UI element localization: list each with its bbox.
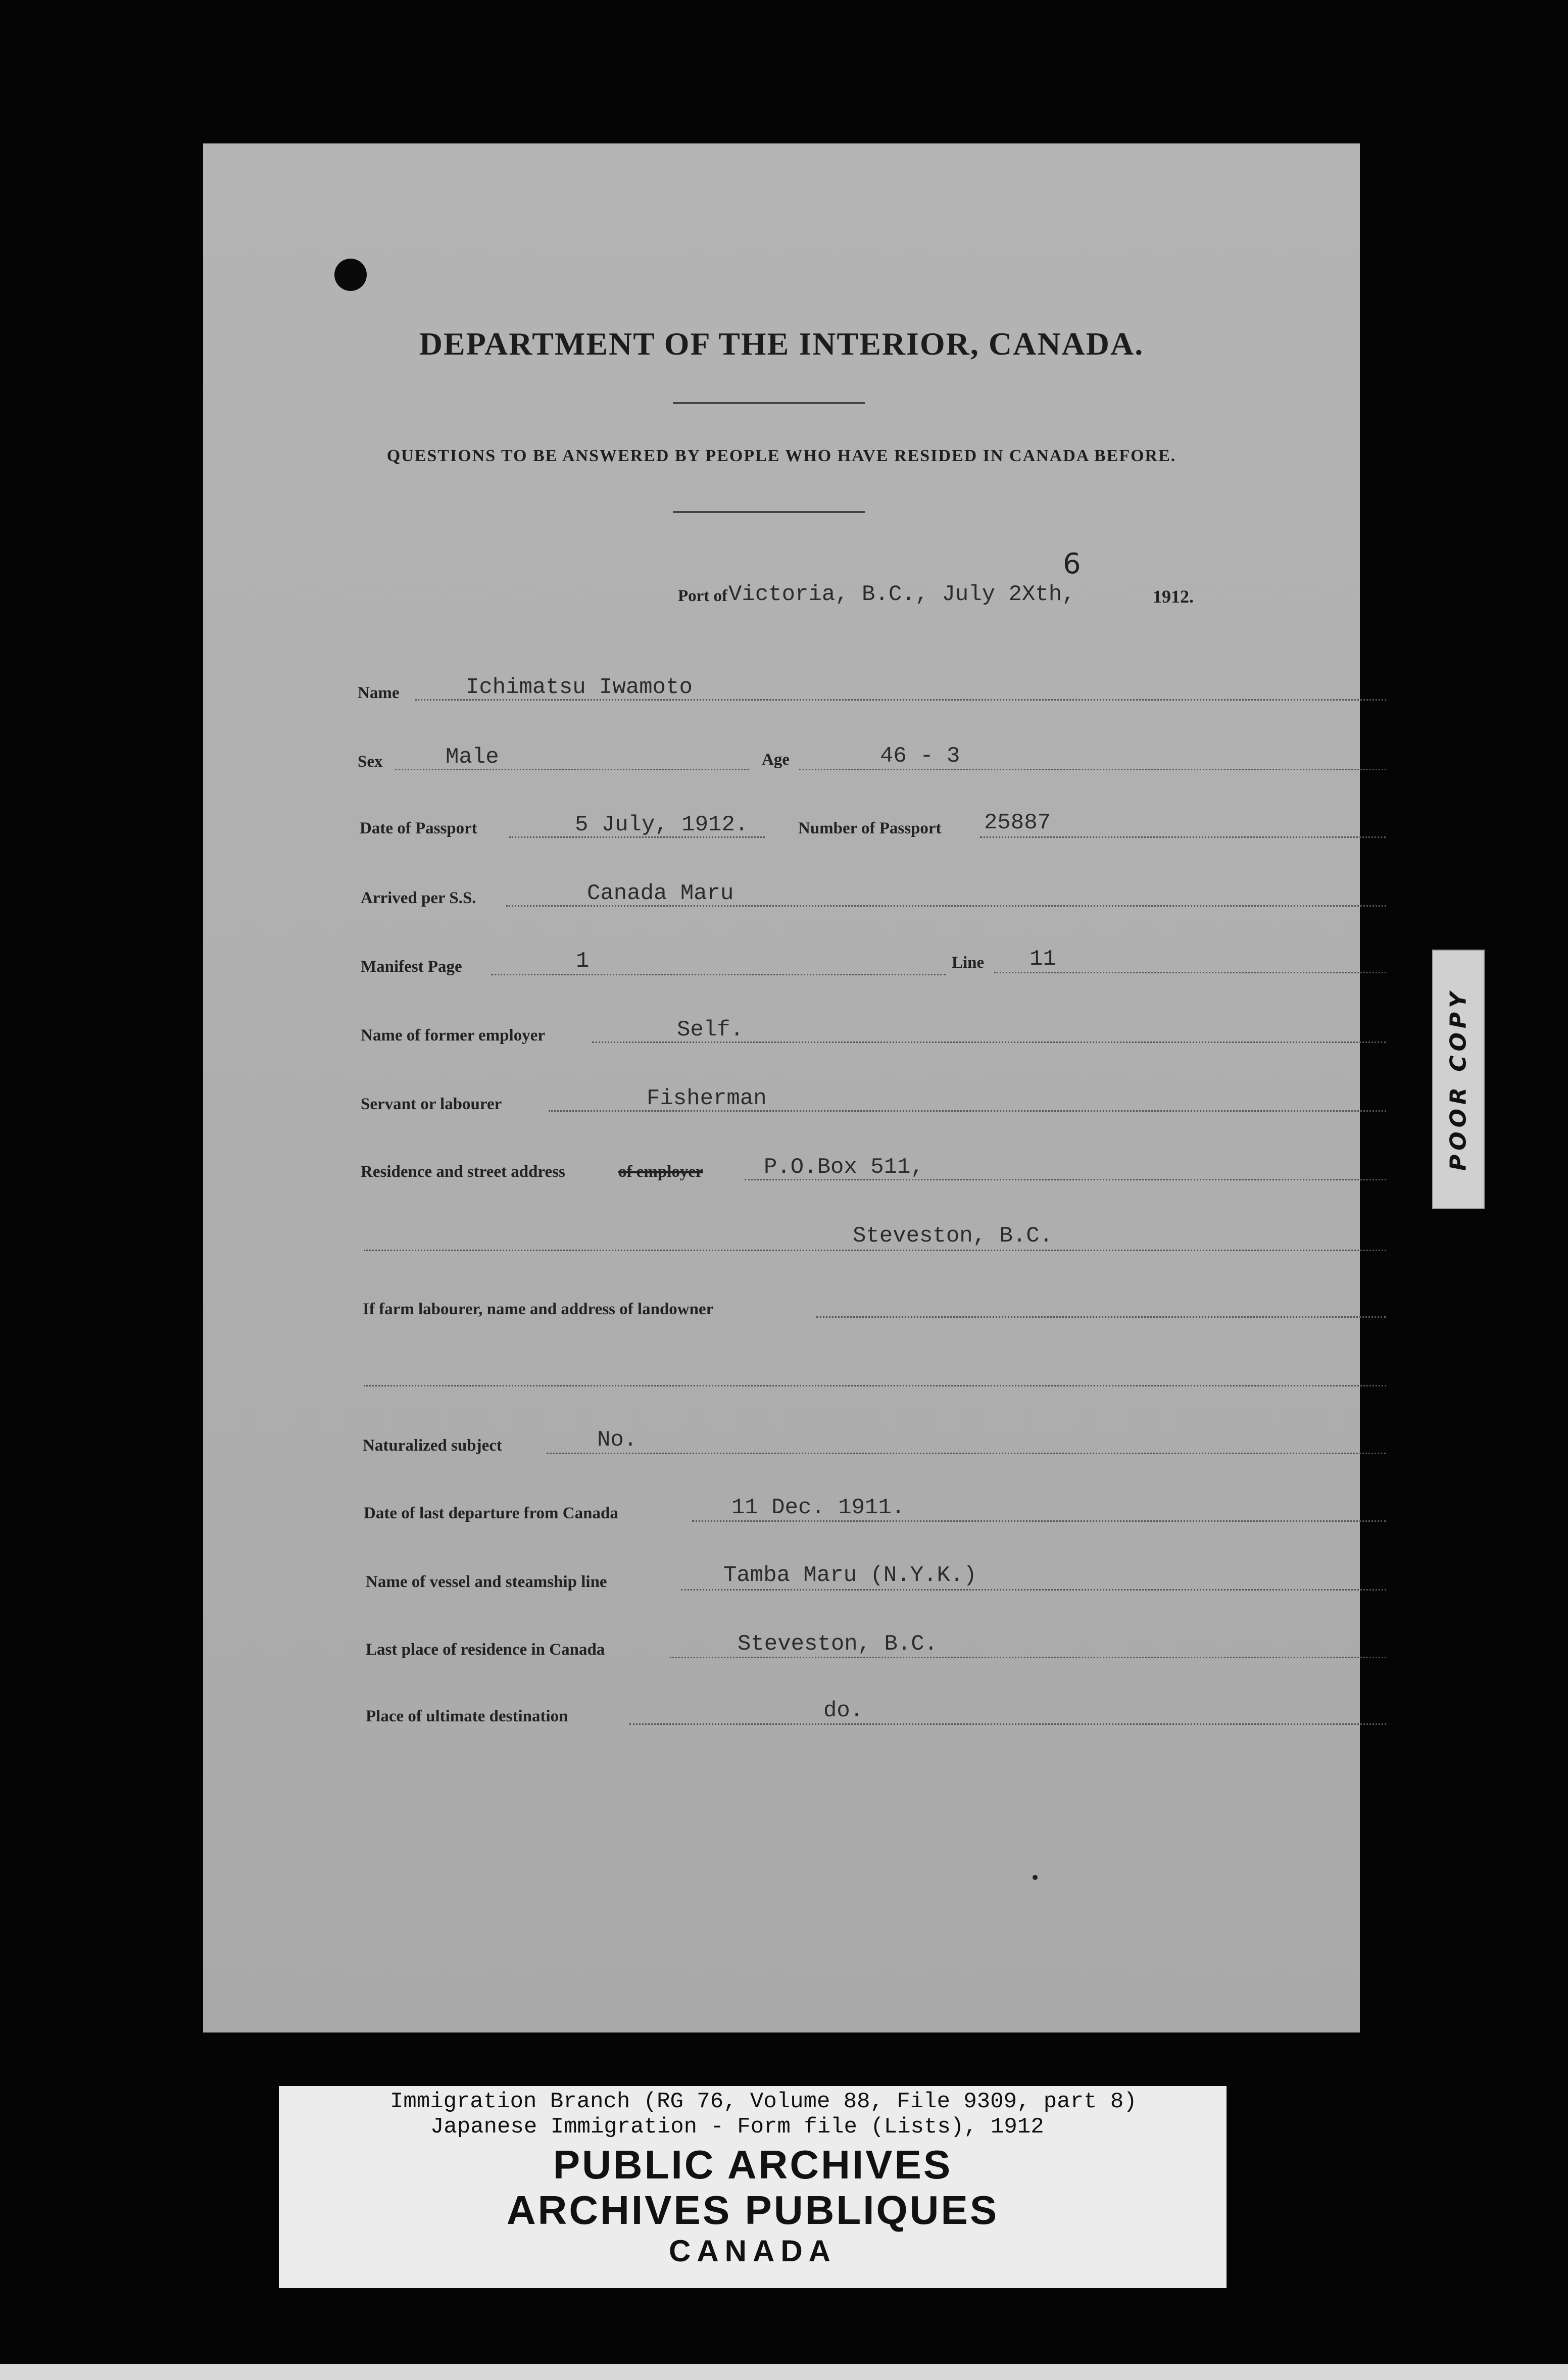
passport-date-value: 5 July, 1912. xyxy=(575,812,749,837)
servant-value: Fisherman xyxy=(647,1086,767,1111)
stamp-text: POOR COPY xyxy=(1445,987,1472,1171)
dotted-line xyxy=(629,1723,1386,1725)
arrived-per-value: Canada Maru xyxy=(587,881,734,906)
port-year: 1912. xyxy=(1153,586,1194,607)
film-edge xyxy=(0,2364,1568,2380)
poor-copy-stamp xyxy=(1432,950,1485,1209)
dotted-line xyxy=(547,1453,1386,1454)
servant-label: Servant or labourer xyxy=(361,1095,502,1113)
destination-value: do. xyxy=(823,1698,864,1723)
dotted-line xyxy=(980,836,1386,838)
dotted-line xyxy=(491,974,946,975)
sex-value: Male xyxy=(446,745,499,770)
last-residence-label: Last place of residence in Canada xyxy=(366,1641,605,1659)
ink-speck xyxy=(1033,1875,1038,1880)
dotted-line xyxy=(816,1316,1386,1318)
former-employer-value: Self. xyxy=(677,1017,744,1043)
passport-date-label: Date of Passport xyxy=(360,819,477,837)
port-value: Victoria, B.C., July 2Xth, xyxy=(728,582,1075,607)
form-page xyxy=(203,143,1360,2032)
residence-label: Residence and street address xyxy=(361,1163,565,1181)
form-title: DEPARTMENT OF THE INTERIOR, CANADA. xyxy=(419,326,1144,362)
dotted-line xyxy=(799,769,1386,770)
manifest-page-label: Manifest Page xyxy=(361,958,462,976)
manifest-page-value: 1 xyxy=(576,949,590,974)
destination-label: Place of ultimate destination xyxy=(366,1707,568,1725)
naturalized-value: No. xyxy=(597,1427,638,1453)
handwritten-correction: 6 xyxy=(1063,548,1081,580)
age-value: 46 - 3 xyxy=(880,743,960,769)
dotted-line xyxy=(670,1657,1386,1658)
archive-label xyxy=(279,2086,1227,2288)
residence-value-2: Steveston, B.C. xyxy=(853,1223,1053,1249)
age-label: Age xyxy=(762,751,790,769)
port-label: Port of xyxy=(678,587,728,605)
dotted-line xyxy=(692,1520,1386,1522)
dotted-line xyxy=(994,972,1386,973)
arrived-per-label: Arrived per S.S. xyxy=(361,889,476,907)
passport-number-label: Number of Passport xyxy=(798,819,942,837)
residence-struck-text: of employer xyxy=(618,1163,703,1181)
name-value: Ichimatsu Iwamoto xyxy=(466,675,693,700)
line-label: Line xyxy=(952,954,985,972)
line-value: 11 xyxy=(1030,947,1056,972)
archive-country: CANADA xyxy=(669,2234,837,2268)
dotted-line xyxy=(681,1589,1386,1591)
farm-labourer-label: If farm labourer, name and address of landowner xyxy=(363,1300,714,1318)
divider-rule xyxy=(673,511,865,513)
archive-reference-line-1: Immigration Branch (RG 76, Volume 88, File 9309, part 8) xyxy=(390,2089,1137,2114)
last-departure-value: 11 Dec. 1911. xyxy=(731,1495,905,1520)
form-subtitle: QUESTIONS TO BE ANSWERED BY PEOPLE WHO HAVE RESIDED IN CANADA BEFORE. xyxy=(386,447,1177,465)
divider-rule xyxy=(673,402,865,404)
archive-reference-line-2: Japanese Immigration - Form file (Lists), 1912 xyxy=(430,2114,1044,2140)
name-label: Name xyxy=(358,684,400,702)
dotted-line xyxy=(364,1250,1386,1251)
last-residence-value: Steveston, B.C. xyxy=(738,1631,938,1657)
vessel-label: Name of vessel and steamship line xyxy=(366,1573,607,1591)
passport-number-value: 25887 xyxy=(984,810,1051,835)
last-departure-label: Date of last departure from Canada xyxy=(364,1504,618,1522)
punch-hole xyxy=(334,259,367,291)
sex-label: Sex xyxy=(358,753,383,771)
former-employer-label: Name of former employer xyxy=(361,1026,545,1045)
vessel-value: Tamba Maru (N.Y.K.) xyxy=(723,1563,977,1588)
residence-value: P.O.Box 511, xyxy=(764,1155,924,1180)
archive-name-english: PUBLIC ARCHIVES xyxy=(553,2142,953,2187)
archive-name-french: ARCHIVES PUBLIQUES xyxy=(506,2188,999,2233)
naturalized-label: Naturalized subject xyxy=(363,1436,502,1455)
dotted-line xyxy=(364,1385,1386,1386)
